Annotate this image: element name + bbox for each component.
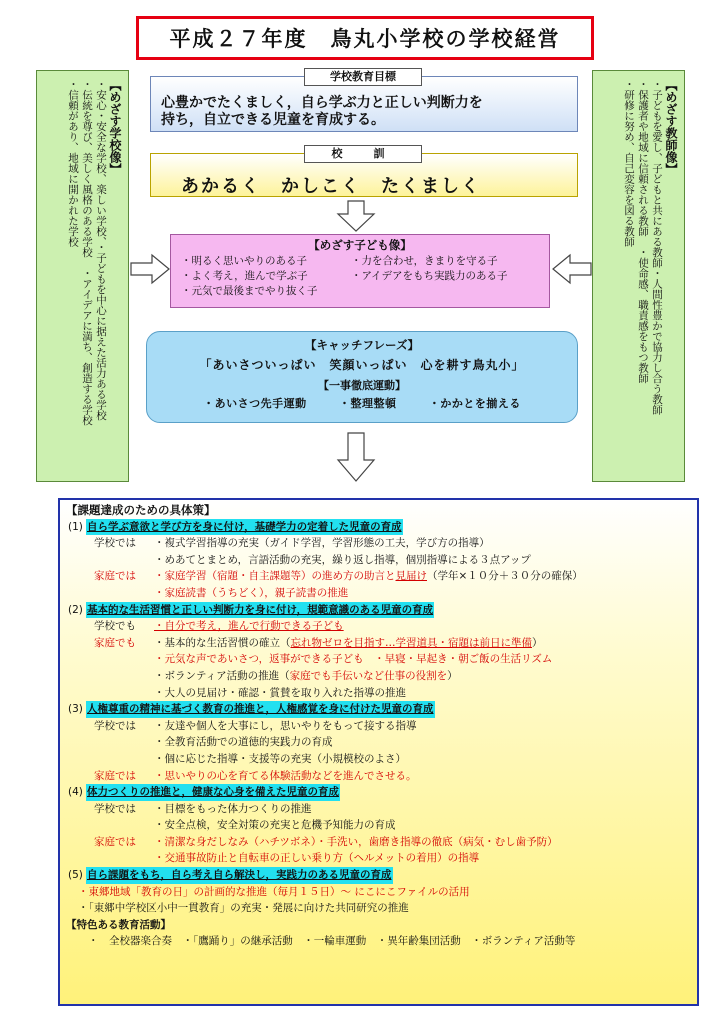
section-title: 体力つくりの推進と，健康な心身を備えた児童の育成 — [86, 784, 340, 801]
home-label: 家庭でも — [94, 636, 136, 649]
section-title: 人権尊重の精神に基づく教育の推進と，人権感覚を身に付けた児童の育成 — [86, 701, 435, 718]
feature-items: ・ 全校器楽合奏 ・「鷹踊り」の継承活動 ・一輪車運動 ・異年齢集団活動 ・ボランティア活動等 — [88, 935, 576, 948]
school-line — [66, 618, 691, 635]
campaign-list — [157, 395, 567, 411]
home-line — [66, 635, 691, 652]
home-item: ・交通事故防止と自転車の正しい乗り方（ヘルメットの着用）の指導 — [154, 852, 480, 865]
school-vision-line: ・伝統を尊び、美しく風格のある学校 ・アイデアに満ち、創造する学校 — [81, 79, 93, 426]
home-item: ・元気な声であいさつ，返事ができる子ども ・早寝・早起き・朝ご飯の生活リズム — [154, 653, 553, 666]
campaign-item: ・あいさつ先手運動 — [203, 397, 307, 410]
school-item: ・めあてとまとめ，言語活動の充実，繰り返し指導，個別指導による３点アップ — [154, 553, 531, 566]
home-item-emphasis: 見届け — [395, 570, 427, 583]
education-goal-label: 学校教育目標 — [304, 68, 422, 86]
teacher-vision-panel — [592, 70, 685, 482]
section-5-heading — [66, 867, 691, 884]
home-item-emphasis: 忘れ物ゼロを目指す…学習道具・宿題は前日に準備 — [290, 636, 532, 649]
child-vision-item: ・よく考え，進んで学ぶ子 — [181, 270, 308, 282]
strategy-heading: 【課題達成のための具体策】 — [66, 503, 216, 517]
home-label: 家庭では — [94, 835, 136, 848]
school-item: ・友達や個人を大事にし，思いやりをもって接する指導 — [154, 719, 417, 732]
down-arrow-icon — [336, 200, 376, 232]
home-line — [66, 568, 691, 585]
catchphrase-heading: 【キャッチフレーズ】 — [305, 338, 419, 352]
home-label: 家庭では — [94, 769, 136, 782]
home-item-note: ） — [447, 669, 458, 682]
home-line — [66, 834, 691, 851]
campaign-heading: 【一事徹底運動】 — [318, 379, 406, 392]
school-line — [66, 718, 691, 735]
campaign-item: ・整理整頓 — [339, 397, 397, 410]
section-2-heading — [66, 602, 691, 619]
home-line — [66, 768, 691, 785]
child-vision-box — [170, 234, 550, 308]
section-title: 自ら学ぶ意欲と学び方を身に付け，基礎学力の定着した児童の育成 — [86, 519, 403, 536]
child-vision-item: ・アイデアをもち実践力のある子 — [351, 270, 508, 282]
home-item: ・ボランティア活動の推進（ — [154, 669, 290, 682]
home-label: 家庭では — [94, 570, 136, 583]
school-motto-box: あかるく かしこく たくましく — [150, 153, 578, 197]
section-4-heading — [66, 784, 691, 801]
school-item: ・複式学習指導の充実（ガイド学習，学習形態の工夫，学び方の指導） — [154, 537, 490, 550]
home-item-emphasis: 家庭でも手伝いなど仕事の役割を — [289, 669, 448, 682]
section-title: 自ら課題をもち，自ら考え自ら解決し，実践力のある児童の育成 — [86, 867, 393, 884]
school-vision-heading: 【めざす学校像】 — [108, 79, 122, 175]
section-number: (4) — [68, 786, 83, 799]
home-line — [66, 668, 691, 685]
school-label: 学校では — [94, 537, 136, 550]
strategy-box — [58, 498, 699, 1006]
school-label: 学校では — [94, 719, 136, 732]
feature-heading: 【特色ある教育活動】 — [66, 918, 171, 931]
section-number: (2) — [68, 603, 83, 616]
child-vision-item: ・元気で最後までやり抜く子 — [181, 285, 318, 297]
section-title: 基本的な生活習慣と正しい判断力を身に付け，規範意識のある児童の育成 — [86, 602, 434, 619]
left-arrow-icon — [552, 253, 592, 285]
home-item-note: （学年×１０分＋３０分の確保） — [427, 570, 583, 583]
teacher-vision-line: ・子どもを愛し、子どもと共にある教師・人間性豊かで協力し合う教師 — [651, 79, 663, 415]
teacher-vision-line: ・研修に努め、自己変容を図る教師 — [623, 79, 635, 247]
school-vision-panel — [36, 70, 129, 482]
school-item: ・目標をもった体力つくりの推進 — [154, 802, 312, 815]
education-goal-line: 持ち，自立できる児童を育成する。 — [161, 112, 385, 128]
section-5-item: ・「東郷中学校区小中一貫教育」の充実・発展に向けた共同研究の推進 — [78, 902, 409, 915]
school-motto-label: 校 訓 — [304, 145, 422, 163]
section-3-heading — [66, 701, 691, 718]
child-vision-heading: 【めざす子ども像】 — [308, 238, 412, 252]
home-item: ・基本的な生活習慣の確立（ — [154, 636, 291, 649]
home-item: ・思いやりの心を育てる体験活動などを進んでさせる。 — [154, 769, 417, 782]
school-item: ・安全点検，安全対策の充実と危機予知能力の育成 — [154, 819, 396, 832]
education-goal-line: 心豊かでたくましく，自ら学ぶ力と正しい判断力を — [161, 95, 483, 111]
section-number: (5) — [68, 869, 83, 882]
section-1-heading — [66, 519, 691, 536]
school-vision-line: ・安心・安全な学校、楽しい学校、・子どもを中心に据えた活力ある学校 — [95, 79, 107, 421]
section-5-item: ・東郷地域「教育の日」の計画的な推進（毎月１５日）～ にこにこファイルの活用 — [78, 885, 470, 898]
school-item: ・個に応じた指導・支援等の充実（小規模校のよさ） — [154, 752, 406, 765]
page-title: 平成２７年度 鳥丸小学校の学校経営 — [136, 16, 594, 60]
school-line — [66, 801, 691, 818]
home-item: ・家庭読書（うちどく），親子読書の推進 — [154, 586, 349, 599]
school-label: 学校でも — [94, 620, 136, 633]
child-vision-item: ・明るく思いやりのある子 — [181, 255, 307, 267]
section-number: (3) — [68, 703, 83, 716]
school-item: ・全教育活動での道徳的実践力の育成 — [154, 736, 333, 749]
right-arrow-icon — [130, 253, 170, 285]
school-line — [66, 535, 691, 552]
school-label: 学校では — [94, 802, 136, 815]
child-vision-item: ・力を合わせ，きまりを守る子 — [351, 255, 498, 267]
campaign-item: ・かかとを揃える — [428, 397, 521, 410]
school-vision-line: ・信頼があり、地域に開かれた学校 — [67, 79, 79, 247]
home-item: ・家庭学習（宿題・自主課題等）の進め方の助言と — [154, 570, 396, 583]
school-item: ・自分で考え，進んで行動できる子ども — [154, 620, 344, 633]
down-arrow-icon — [336, 432, 376, 482]
catchphrase-box — [146, 331, 578, 423]
home-item-note: ） — [532, 636, 543, 649]
home-item: ・大人の見届け・確認・賞賛を取り入れた指導の推進 — [154, 686, 406, 699]
section-number: (1) — [68, 520, 83, 533]
catchphrase-text: 「あいさついっぱい 笑顔いっぱい 心を耕す鳥丸小」 — [199, 358, 525, 372]
teacher-vision-heading: 【めざす教師像】 — [664, 79, 678, 175]
teacher-vision-line: ・保護者や地域に信頼される教師 ・使命感、職責感をもつ教師 — [637, 79, 649, 384]
home-item: ・清潔な身だしなみ（ハチツボネ）・手洗い，歯磨き指導の徹底（病気・むし歯予防） — [154, 835, 558, 848]
